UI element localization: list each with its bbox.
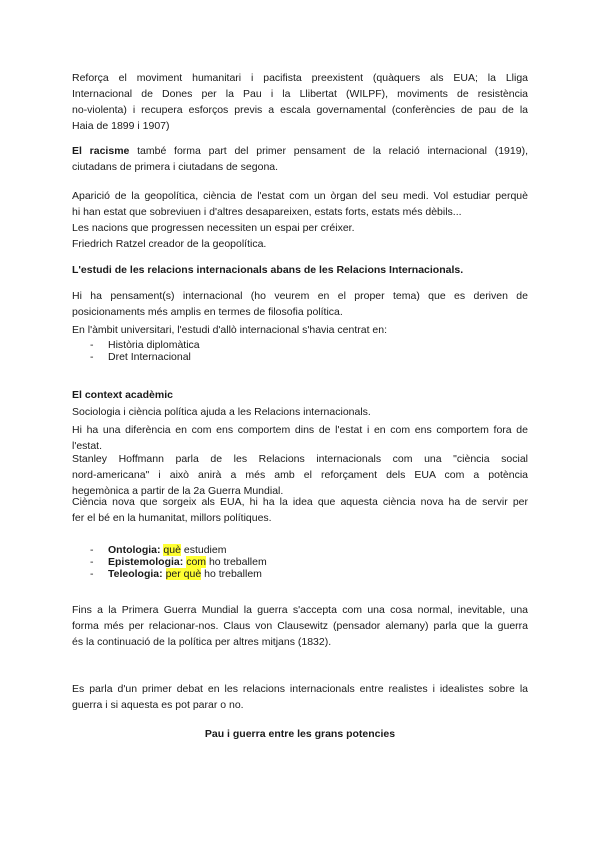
debat-line: guerra i si aquesta es pot parar o no.	[72, 699, 244, 711]
list-dash: -	[90, 544, 94, 556]
intro-line: no-violenta) i recupera esforços previs a escala governamental (conferències de pau de la	[72, 104, 528, 116]
context-line: hegemònica a partir de la 2a Guerra Mundial.	[72, 485, 284, 497]
estudi-list	[90, 339, 510, 363]
context-line: Ciència nova que sorgeix als EUA, hi ha la idea que aquesta ciència nova ha de servir per	[72, 496, 528, 508]
racisme-line1-text: també forma part del primer pensament de la relació internacional (1919),	[129, 145, 528, 157]
section-heading-context: El context acadèmic	[72, 389, 173, 401]
intro-line: Haia de 1899 i 1907)	[72, 120, 170, 132]
debat-line: Es parla d'un primer debat en les relacions internacionals entre realistes i idealistes sobre la	[72, 683, 528, 695]
concept-rest: ho treballem	[201, 568, 262, 580]
list-item	[90, 339, 510, 351]
list-item-text: Dret Internacional	[108, 351, 191, 363]
racisme-paragraph	[72, 143, 528, 175]
concept-rest: ho treballem	[206, 556, 267, 568]
geopolitica-line: Friedrich Ratzel creador de la geopolítica.	[72, 238, 267, 250]
context-line: nord-americana" i això anirà a més amb el reforçament dels EUA com a potència	[72, 469, 528, 481]
guerra-paragraph	[72, 602, 528, 650]
context-p2	[72, 422, 528, 454]
concept-term: Epistemologia:	[108, 556, 184, 568]
context-line: Stanley Hoffmann parla de les Relacions internacionals com una "ciència social	[72, 453, 528, 465]
list-dash: -	[90, 351, 94, 363]
context-p3	[72, 451, 528, 499]
intro-line: Reforça el moviment humanitari i pacifista preexistent (quàquers als EUA; la Lliga	[72, 72, 528, 84]
estudi-line: posicionaments més amplis en termes de filosofia política.	[72, 306, 343, 318]
concepts-list	[90, 544, 510, 580]
racisme-line: ciutadans de primera i ciutadans de segona.	[72, 161, 279, 173]
concept-highlight: què	[163, 544, 181, 556]
list-item-text: Història diplomàtica	[108, 339, 200, 351]
geopolitica-line: Aparició de la geopolítica, ciència de l'estat com un òrgan del seu medi. Vol estudiar perquè	[72, 190, 528, 202]
guerra-line: forma més per relacionar-nos. Claus von Clausewitz (pensador alemany) parla que la guerra	[72, 620, 528, 632]
intro-line: Internacional de Dones per la Pau i la Llibertat (WILPF), moviments de resistència	[72, 88, 528, 100]
concept-term: Ontologia:	[108, 544, 161, 556]
concept-item	[90, 568, 510, 580]
context-p1: Sociologia i ciència política ajuda a les Relacions internacionals.	[72, 406, 371, 418]
racisme-line	[72, 143, 528, 159]
concept-rest: estudiem	[180, 544, 227, 556]
debat-paragraph	[72, 681, 528, 713]
list-dash: -	[90, 568, 94, 580]
context-line: fer el bé en la humanitat, millors polítiques.	[72, 512, 272, 524]
context-line: l'estat.	[72, 440, 103, 452]
list-dash: -	[90, 556, 94, 568]
concept-term: Teleologia:	[108, 568, 163, 580]
geopolitica-line: hi han estat que sobreviuen i d'altres desapareixen, estats forts, estats més dèbils...	[72, 206, 462, 218]
estudi-line: Hi ha pensament(s) internacional (ho veurem en el proper tema) que es deriven de	[72, 290, 528, 302]
geopolitica-line: Les nacions que progressen necessiten un espai per créixer.	[72, 222, 355, 234]
section-heading-estudi: L'estudi de les relacions internacionals abans de les Relacions Internacionals.	[72, 264, 464, 276]
estudi-intro-list: En l'àmbit universitari, l'estudi d'allò internacional s'havia centrat en:	[72, 324, 388, 336]
concept-highlight: per què	[165, 568, 202, 580]
concept-item	[90, 544, 510, 556]
list-dash: -	[90, 339, 94, 351]
concept-highlight: com	[186, 556, 207, 568]
racisme-term: El racisme	[72, 145, 130, 157]
context-p4	[72, 494, 528, 526]
final-section-title: Pau i guerra entre les grans potencies	[204, 728, 396, 740]
guerra-line: Fins a la Primera Guerra Mundial la guerra s'accepta com una cosa normal, inevitable, una	[72, 604, 528, 616]
guerra-line: és la continuació de la política per altres mitjans (1832).	[72, 636, 332, 648]
intro-paragraph	[72, 70, 528, 134]
context-line: Hi ha una diferència en com ens comportem dins de l'estat i en com ens comportem fora de	[72, 424, 528, 436]
estudi-paragraph	[72, 288, 528, 320]
geopolitica-paragraph	[72, 188, 528, 252]
list-item	[90, 351, 510, 363]
concept-item	[90, 556, 510, 568]
